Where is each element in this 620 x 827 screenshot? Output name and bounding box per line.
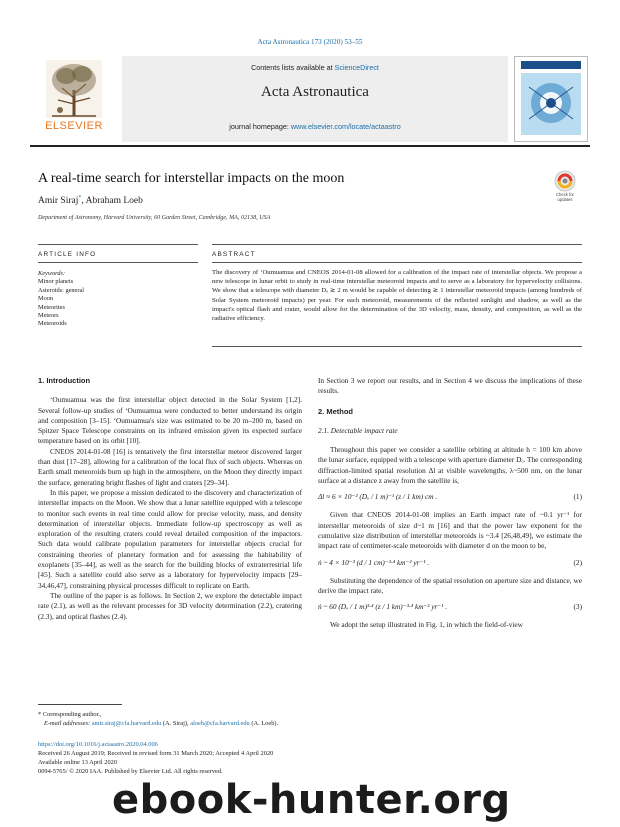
keyword-item: Moon [38,295,54,303]
keyword-item: Meteoroids [38,320,67,328]
doi-link[interactable]: https://doi.org/10.1016/j.actaastro.2020.04.006 [38,741,158,748]
equation-expression: Δl ≈ 6 × 10⁻² (Dₒ / 1 m)⁻¹ (z / 1 km) cm . [318,492,438,502]
email-line [38,720,378,729]
publication-info [38,740,378,776]
journal-cover-art-icon [515,57,587,141]
online-date: Available online 13 April 2020 [38,759,118,766]
equation-1 [318,486,582,510]
homepage-prefix: journal homepage: [229,122,291,131]
keywords-block [38,270,198,329]
body-paragraph: Given that CNEOS 2014-01-08 implies an Earth impact rate of ~0.1 yr⁻¹ for interstellar meteoroids of size d~1 m [16] and that the power law exponent for the cumulative size distribution of interstellar meteoroids is ~3.4 [26,48,49], we estimate the impact rate of centimeter-scale meteoroids with diameter d on the moon to be, [318,510,582,551]
check-for-updates-badge[interactable] [549,169,581,205]
body-paragraph: ‘Oumuamua was the first interstellar object detected in the Solar System [1,2]. Several follow-up studies of ‘Oumuamua were conducted to better understand its origin and composition [3–15]. ‘Oumuamua's size was estimated to be 20 m–200 m, based on Spitzer Space Telescope constraints on its infrared emission given its expected surface temperature based on its orbit [10]. [38,395,302,446]
elsevier-tree-icon [46,60,102,118]
email-link[interactable]: aloeb@cfa.harvard.edu [190,719,250,727]
email-owner: (A. Siraj), [162,719,189,727]
equation-expression: ṅ ~ 4 × 10⁻³ (d / 1 cm)⁻³·⁴ km⁻² yr⁻¹ . [318,557,430,567]
section-heading-method: 2. Method [318,406,353,416]
elsevier-logo[interactable] [30,56,118,142]
body-paragraph: In Section 3 we report our results, and in Section 4 we discuss the implications of these results. [318,376,582,396]
journal-header [30,56,590,142]
check-for-updates-label: Check for updates [556,192,574,202]
footnote-rule [38,704,122,705]
header-rule [30,145,590,147]
received-dates: Received 26 August 2019; Received in revised form 31 March 2020; Accepted 4 April 2020 [38,750,274,757]
author-affiliation: Department of Astronomy, Harvard University, 60 Garden Street, Cambridge, MA, 02138, USA [38,215,271,221]
body-paragraph: We adopt the setup illustrated in Fig. 1, in which the field-of-view [330,620,523,630]
body-paragraph: CNEOS 2014-01-08 [16] is tentatively the first interstellar meteor discovered larger than dust [17–28], allowing for a calibration of the local flux of such objects. Whereas on Earth small meteoroids burn up high in the atmosphere, on the Moon they directly impact the surface, generating bright flashes of light and craters [29–34]. [38,446,302,487]
elsevier-wordmark: ELSEVIER [45,120,103,132]
copyright-line: 0094-5765/ © 2020 IAA. Published by Elsevier Ltd. All rights reserved. [38,768,223,775]
article-title: A real-time search for interstellar impacts on the moon [38,171,345,186]
body-paragraph: In this paper, we propose a mission dedicated to the discovery and characterization of interstellar impacts on the Moon. We show that a lunar satellite equipped with a telescope to monitor such events in real time could allow for precise velocity, mass, and density determination of interstellar objects. Immediate follow-up spectroscopy as well as exploration of the resulting craters could reveal detailed composition of the impactors. Such data would calibrate population parameters for interstellar objects crucial for constraining theories of planetary formation and for assessing the habitability of exoplanets [35–44], as well as the search for the building blocks of extraterrestrial life [45]. Such a satellite could also serve as a laboratory for hypervelocity impacts [29–34,46,47], constraining physical processes difficult to replicate on Earth. [38,487,302,590]
journal-cover-thumbnail[interactable] [514,56,588,142]
body-paragraph: Substituting the dependence of the spatial resolution on aperture size and distance, we derive the impact rate, [318,575,582,595]
corresponding-author-text: Corresponding author., [42,711,102,718]
equation-2 [318,552,582,576]
left-column [38,376,302,622]
author-list [38,195,143,206]
contents-prefix: Contents lists available at [251,63,335,72]
section-heading-introduction: 1. Introduction [38,376,91,385]
subsection-heading-impact-rate: 2.1. Detectable impact rate [318,425,398,435]
contents-line [122,63,508,72]
abstract-bottom-rule [212,346,582,347]
watermark-text: ebook-hunter.org [112,777,511,823]
author-name: Amir Siraj [38,196,79,207]
corresponding-author-mark[interactable]: * [78,195,82,201]
journal-reference-link[interactable]: Acta Astronautica 173 (2020) 53–55 [257,38,363,46]
body-paragraph: The outline of the paper is as follows. In Section 2, we explore the detectable impact rate (2.1), as well as the relevant processes for 3D velocity determination (2.2), cratering (2.3), and optical flashes (2.4). [38,590,302,621]
equation-3 [318,596,582,620]
author-name: Abraham Loeb [85,196,143,207]
keyword-item: Minor planets [38,278,74,286]
equation-number: (3) [573,602,582,612]
equation-number: (1) [573,492,582,502]
article-info-top-rule [38,244,198,245]
equation-number: (2) [573,557,582,567]
corresponding-author-note [38,711,378,720]
abstract-top-rule [212,244,582,245]
keywords-label: Keywords: [38,270,66,277]
keyword-item: Meteors [38,312,59,320]
abstract-text: The discovery of ‘Oumuamua and CNEOS 2014-01-08 allowed for a calibration of the impact rate of interstellar objects. We propose a new telescope in lunar orbit to study in real-time interstellar meteoroid impacts and to serve as a laboratory for hypervelocity collisions. We show that a telescope with diameter Dₒ ≳ 2 m would be capable of detecting ≳ 1 interstellar meteoroid impacts (among hundreds of Solar System meteoroid impacts) per year. For each meteoroid, measurements of the reflected sunlight and shadow, as well as the impact's optical flash and crater, would allow for the determination of the 3D velocity, mass, density, and composition, as well as the radiative efficiency. [212,269,582,323]
footnotes [38,711,378,729]
abstract-mid-rule [212,262,582,263]
journal-header-center [122,56,508,142]
article-info-mid-rule [38,262,198,263]
journal-homepage-line [122,122,508,131]
footnote-mark: * [38,711,42,718]
keyword-item: Meteorites [38,303,65,311]
keyword-item: Asteroids: general [38,286,84,294]
right-column [318,376,582,630]
email-owner: (A. Loeb). [251,719,279,727]
email-label: E-mail addresses: [44,719,91,727]
sciencedirect-link[interactable]: ScienceDirect [334,63,379,72]
journal-homepage-link[interactable]: www.elsevier.com/locate/actaastro [290,122,401,131]
author-separator: , [81,196,86,207]
journal-title: Acta Astronautica [261,84,369,100]
abstract-heading: ABSTRACT [212,251,256,258]
body-paragraph: Throughout this paper we consider a satellite orbiting at altitude h = 100 km above the lunar surface, equipped with a telescope with aperture diameter Dₒ. The corresponding diffraction-limited spatial resolution Δl at visible wavelengths, λ~500 nm, on the lunar surface at a distance z away from the satellite is, [318,445,582,486]
equation-expression: ṅ ~ 60 (Dₒ / 1 m)³·⁴ (z / 1 km)⁻³·⁴ km⁻² yr⁻¹ . [318,602,448,612]
email-link[interactable]: amir.siraj@cfa.harvard.edu [91,719,162,727]
article-info-heading: ARTICLE INFO [38,251,97,258]
